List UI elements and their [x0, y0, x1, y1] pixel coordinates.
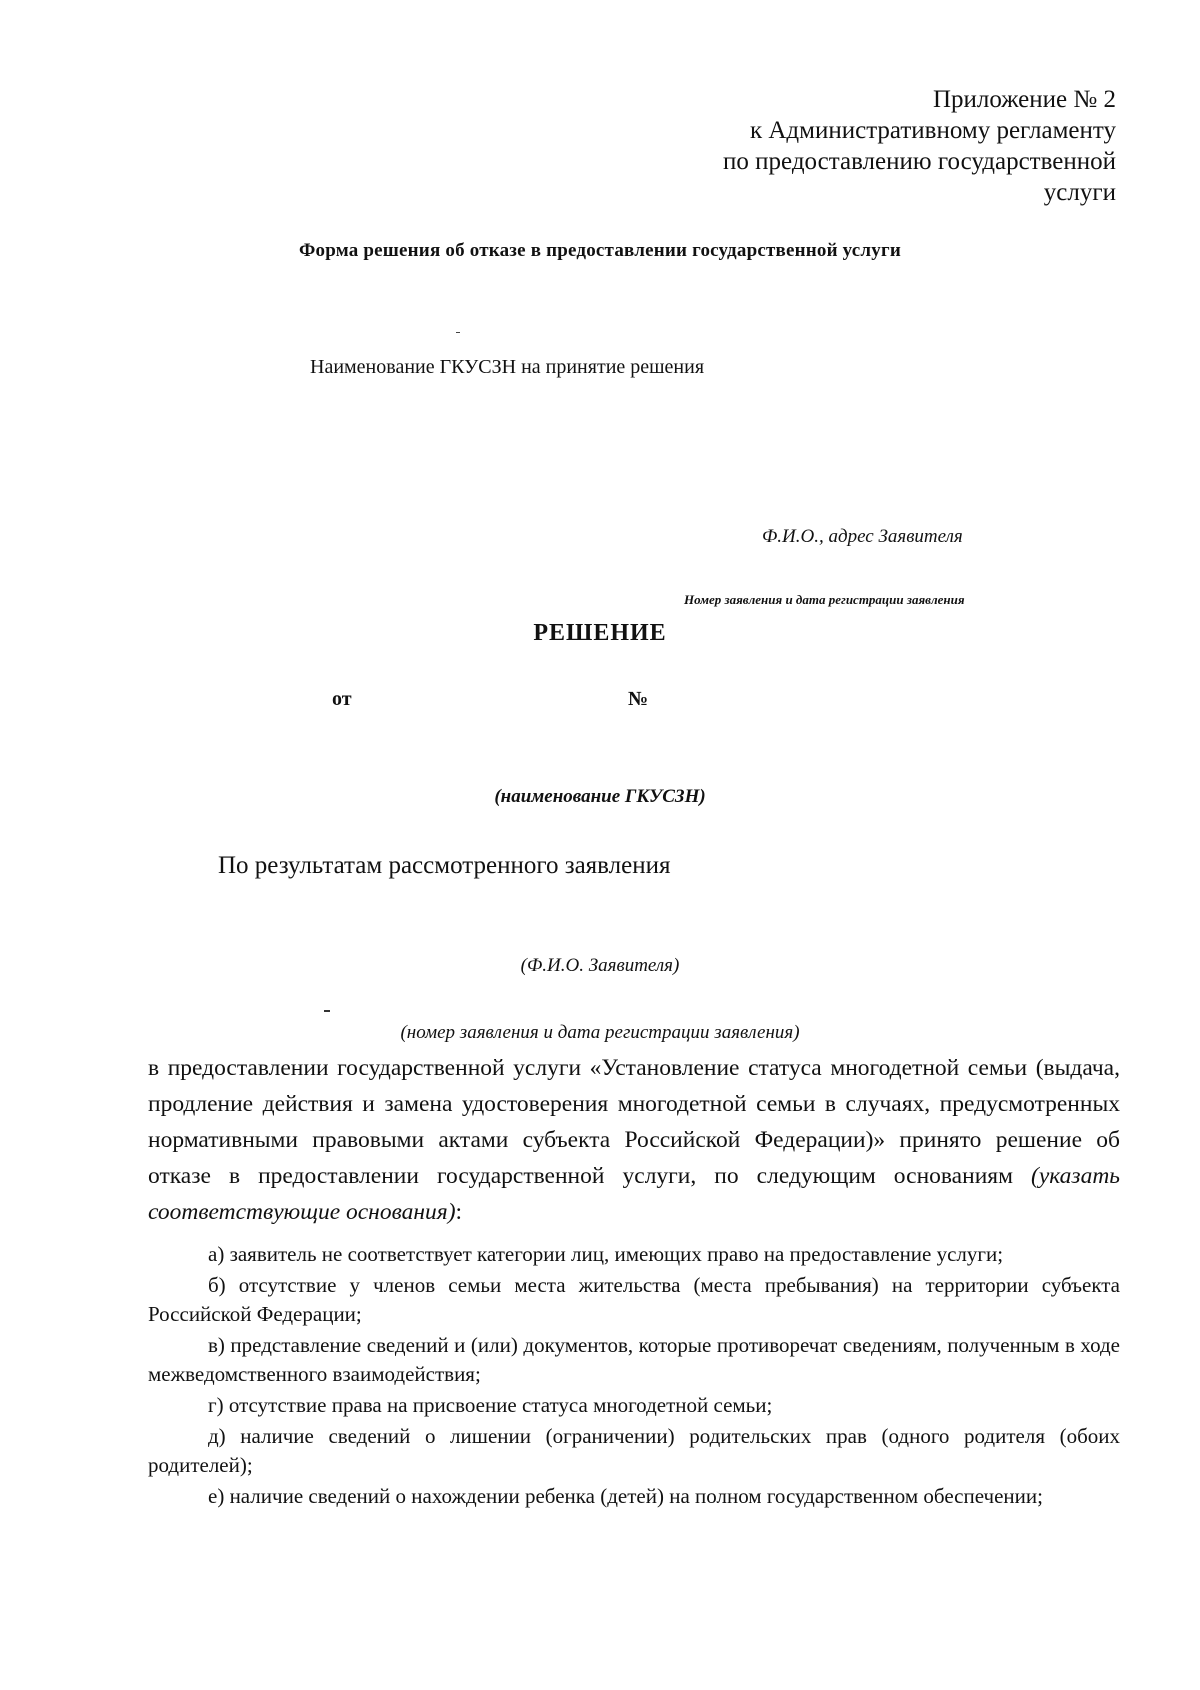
appendix-line-4: услуги: [1043, 179, 1116, 206]
applicant-caption: (Ф.И.О. Заявителя): [520, 955, 680, 976]
decision-body-text: [148, 1050, 1120, 1230]
ground-item: г) отсутствие права на присвоение статуса многодетной семьи;: [208, 1393, 773, 1417]
org-name-label: Наименование ГКУСЗН на принятие решения: [310, 356, 705, 378]
stray-mark: [456, 332, 460, 333]
date-from-label: от: [332, 688, 352, 710]
ground-item: а) заявитель не соответствует категории лиц, имеющих право на предоставление услуги;: [208, 1242, 1004, 1266]
appendix-line-2: к Административному регламенту: [749, 117, 1116, 144]
form-title: Форма решения об отказе в предоставлении государственной услуги: [299, 240, 901, 261]
results-intro: По результатам рассмотренного заявления: [218, 852, 671, 879]
stray-mark: [324, 1010, 330, 1012]
decision-heading: РЕШЕНИЕ: [533, 620, 667, 646]
ground-item: е) наличие сведений о нахождении ребенка (детей) на полном государственном обеспечении;: [208, 1484, 1043, 1508]
body-text-main: в предоставлении государственной услуги «Установление статуса многодетной семьи (выдача, продление действия и замена удостоверения многодетной семьи в случаях, предусмотренных нормативными правовыми актами субъекта Российской Федерации)» принято решение об отказе в предоставлении государственной услуги, по следующим основаниям: [148, 1055, 1120, 1189]
appendix-line-1: Приложение № 2: [932, 86, 1116, 113]
appendix-header: [636, 84, 1116, 208]
org-caption: (наименование ГКУСЗН): [494, 786, 706, 807]
body-text-end: :: [455, 1199, 463, 1225]
refusal-grounds-list: [148, 1240, 1120, 1513]
ground-item: б) отсутствие у членов семьи места жительства (места пребывания) на территории субъекта Российской Федерации;: [148, 1273, 1120, 1326]
ground-item: в) представление сведений и (или) документов, которые противоречат сведениям, полученным в ходе межведомственного взаимодействия;: [148, 1333, 1120, 1386]
appendix-line-3: по предоставлению государственной: [723, 148, 1116, 175]
applicant-address-label: Ф.И.О., адрес Заявителя: [762, 526, 963, 547]
number-label: №: [628, 688, 649, 710]
ground-item: д) наличие сведений о лишении (ограничении) родительских прав (одного родителя (обоих родителей);: [148, 1424, 1120, 1477]
body-text-emphasis: (указать соответствующие основания): [148, 1163, 1120, 1225]
application-number-label: Номер заявления и дата регистрации заявления: [684, 592, 965, 607]
application-caption: (номер заявления и дата регистрации заявления): [400, 1022, 800, 1043]
